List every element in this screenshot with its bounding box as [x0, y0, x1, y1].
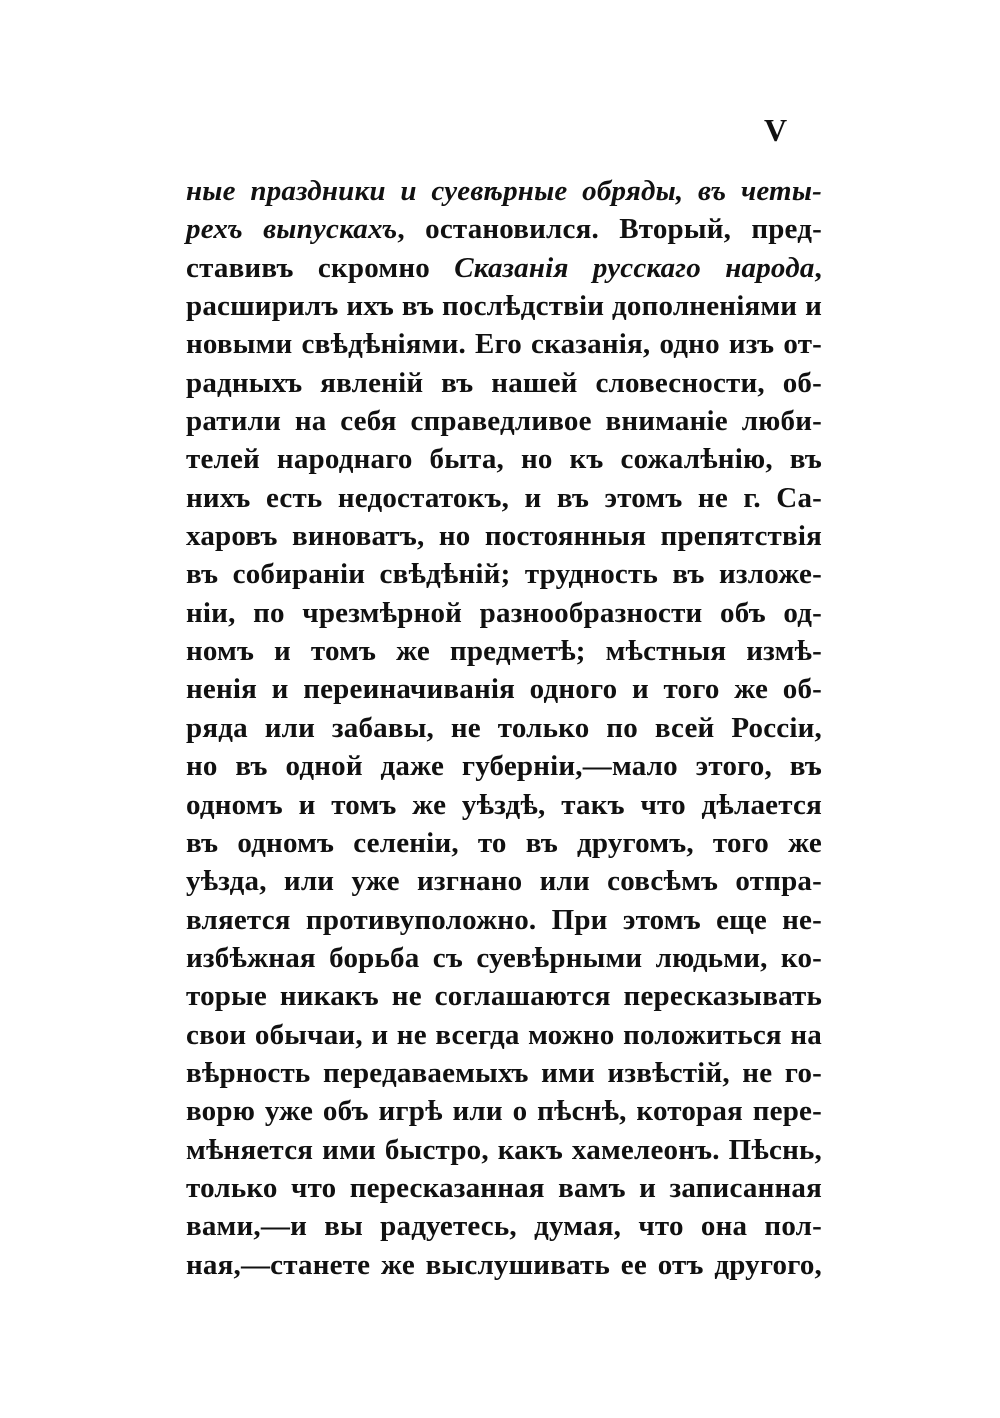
page-number: V — [764, 112, 789, 148]
text-span: номъ и томъ же предметѣ; мѣстныя измѣ- — [186, 635, 822, 668]
text-line — [186, 977, 822, 1015]
text-line — [186, 1246, 822, 1284]
text-line — [186, 594, 822, 632]
italic-text-span: рехъ выпускахъ — [186, 213, 398, 246]
text-span: въ одномъ селеніи, то въ другомъ, того же — [186, 826, 822, 859]
text-span: уѣзда, или уже изгнано или совсѣмъ отпра- — [186, 865, 822, 898]
text-line — [186, 939, 822, 977]
text-span: , остановился. Вторый, пред- — [397, 213, 822, 246]
italic-text-span: Сказанія русскаго народа — [454, 251, 815, 284]
text-line — [186, 555, 822, 593]
text-line — [186, 824, 822, 862]
text-line — [186, 364, 822, 402]
text-line — [186, 1207, 822, 1245]
text-span: харовъ виноватъ, но постоянныя препятствія — [186, 520, 822, 553]
text-span: ряда или забавы, не только по всей Россіи, — [186, 711, 822, 744]
text-span: расширилъ ихъ въ послѣдствіи дополненіями и — [186, 290, 822, 323]
text-line — [186, 1131, 822, 1169]
text-line — [186, 517, 822, 555]
text-line — [186, 747, 822, 785]
text-span: вами,—и вы радуетесь, думая, что она пол- — [186, 1210, 822, 1243]
text-line — [186, 901, 822, 939]
text-line — [186, 172, 822, 210]
text-span: ненія и переиначиванія одного и того же об- — [186, 673, 822, 706]
text-span: нихъ есть недостатокъ, и въ этомъ не г. Са- — [186, 481, 822, 514]
text-span: , — [814, 251, 822, 284]
text-line — [186, 670, 822, 708]
text-line — [186, 1016, 822, 1054]
text-span: но въ одной даже губерніи,—мало этого, въ — [186, 750, 822, 783]
text-span: ная,—станете же выслушивать ее отъ другого, — [186, 1248, 822, 1281]
text-line — [186, 1169, 822, 1207]
text-span: телей народнаго быта, но къ сожалѣнію, въ — [186, 443, 822, 476]
text-line — [186, 287, 822, 325]
text-span: только что пересказанная вамъ и записанная — [186, 1171, 822, 1204]
italic-text-span: ные праздники и суевѣрные обряды, въ четы- — [186, 175, 822, 207]
body-text — [186, 172, 822, 1284]
text-line — [186, 709, 822, 747]
text-line — [186, 440, 822, 478]
text-span: ніи, по чрезмѣрной разнообразности объ од- — [186, 596, 822, 629]
text-line — [186, 862, 822, 900]
text-span: свои обычаи, и не всегда можно положиться на — [186, 1018, 822, 1051]
text-span: избѣжная борьба съ суевѣрными людьми, ко- — [186, 941, 822, 974]
text-span: одномъ и томъ же уѣздѣ, такъ что дѣлается — [186, 788, 822, 821]
text-line — [186, 1092, 822, 1130]
text-line — [186, 1054, 822, 1092]
text-span: вляется противуположно. При этомъ еще не- — [186, 903, 822, 936]
text-span: ратили на себя справедливое вниманіе люби- — [186, 405, 822, 438]
text-line — [186, 210, 822, 248]
text-line — [186, 402, 822, 440]
text-line — [186, 325, 822, 363]
text-span: радныхъ явленій въ нашей словесности, об- — [186, 366, 822, 399]
text-line — [186, 249, 822, 287]
text-span: ставивъ скромно — [186, 251, 455, 284]
text-line — [186, 479, 822, 517]
text-span: мѣняется ими быстро, какъ хамелеонъ. Пѣснь, — [186, 1133, 822, 1166]
text-line — [186, 786, 822, 824]
text-span: новыми свѣдѣніями. Его сказанія, одно изъ от- — [186, 328, 822, 361]
text-span: ворю уже объ игрѣ или о пѣснѣ, которая пере- — [186, 1095, 822, 1128]
text-span: вѣрность передаваемыхъ ими извѣстій, не го- — [186, 1056, 822, 1089]
text-span: торые никакъ не соглашаются пересказывать — [186, 980, 822, 1013]
text-span: въ собираніи свѣдѣній; трудность въ изложе- — [186, 558, 822, 591]
text-line — [186, 632, 822, 670]
